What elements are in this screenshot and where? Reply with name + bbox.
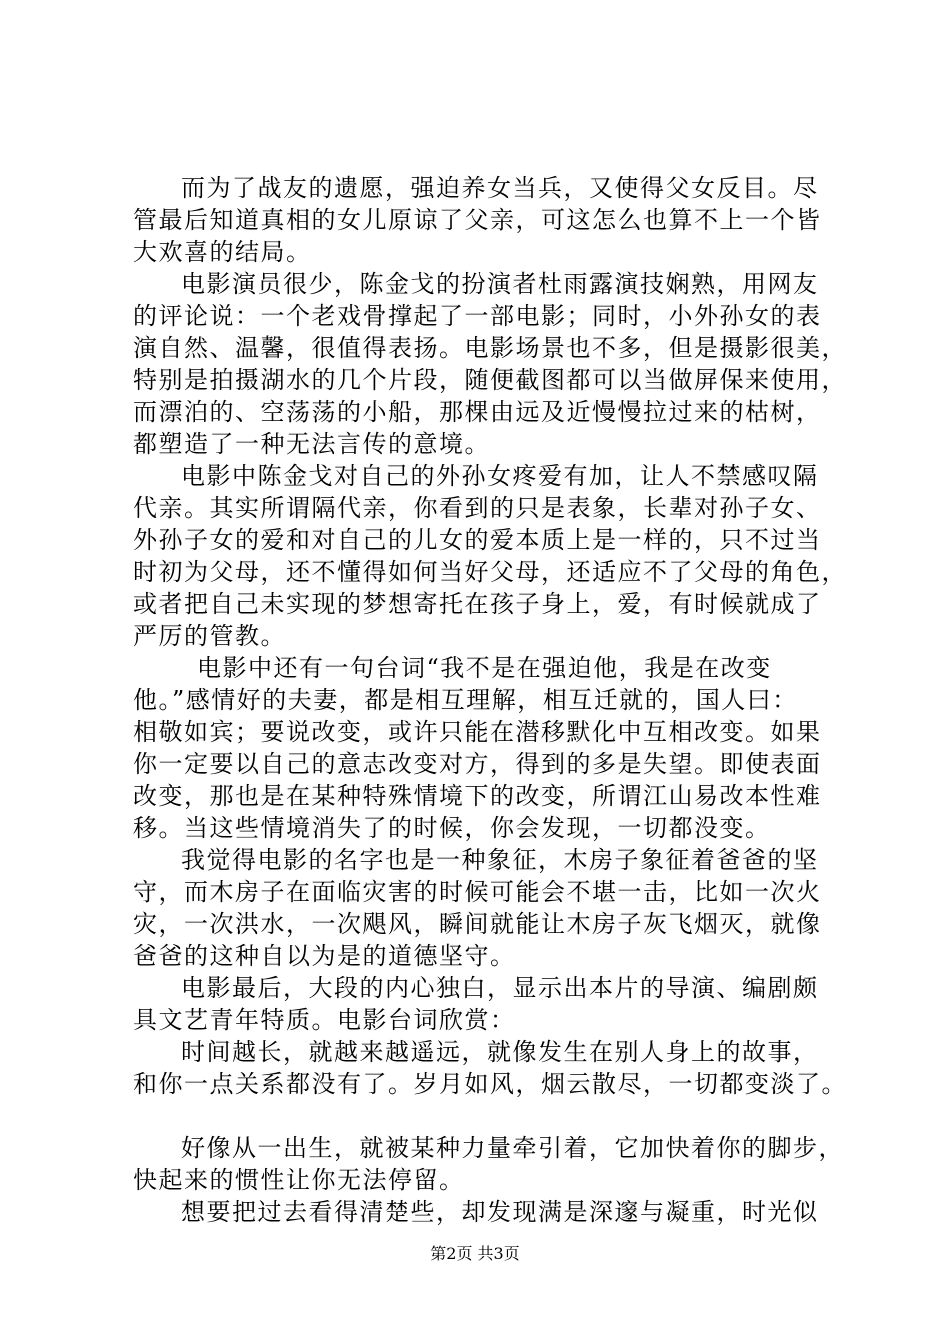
- paragraph-3: [133, 460, 853, 652]
- text-line: 电影中还有一句台词“我不是在强迫他，我是在改变: [197, 654, 772, 682]
- text-line: 好像从一出生，就被某种力量牵引着，它加快着你的脚步，: [181, 1134, 844, 1162]
- text-line: 电影演员很少，陈金戈的扮演者杜雨露演技娴熟，用网友: [181, 270, 819, 298]
- text-line: 而漂泊的、空荡荡的小船，那棵由远及近慢慢拉过来的枯树，: [133, 398, 822, 426]
- text-line: 电影中陈金戈对自己的外孙女疼爱有加，让人不禁感叹隔: [181, 462, 819, 490]
- text-line: 时间越长，就越来越遥远，就像发生在别人身上的故事，: [181, 1038, 819, 1066]
- text-line: 大欢喜的结局。: [133, 238, 312, 266]
- text-line: 和你一点关系都没有了。岁月如风，烟云散尽，一切都变淡了。: [133, 1070, 847, 1098]
- text-line: 他。”感情好的夫妻，都是相互理解，相互迁就的，国人曰：: [133, 686, 798, 714]
- paragraph-9-quote: [133, 1196, 853, 1228]
- text-line: 或者把自己未实现的梦想寄托在孩子身上，爱，有时候就成了: [133, 590, 822, 618]
- text-line: 外孙子女的爱和对自己的儿女的爱本质上是一样的，只不过当: [133, 526, 822, 554]
- text-line: 改变，那也是在某种特殊情境下的改变，所谓江山易改本性难: [133, 782, 822, 810]
- paragraph-1: [133, 172, 853, 268]
- text-line: 你一定要以自己的意志改变对方，得到的多是失望。即使表面: [133, 750, 822, 778]
- paragraph-8-quote: [133, 1132, 853, 1196]
- text-line: 代亲。其实所谓隔代亲，你看到的只是表象，长辈对孙子女、: [133, 494, 822, 522]
- article-body: [133, 172, 853, 1228]
- paragraph-7-quote: [133, 1036, 853, 1100]
- text-line: 想要把过去看得清楚些，却发现满是深邃与凝重，时光似: [181, 1198, 819, 1226]
- paragraph-4: [133, 652, 853, 844]
- text-line: 移。当这些情境消失了的时候，你会发现，一切都没变。: [133, 814, 771, 842]
- paragraph-5: [133, 844, 853, 972]
- page-number-label: 第2页 共3页: [430, 1244, 520, 1263]
- text-line: 的评论说：一个老戏骨撑起了一部电影；同时，小外孙女的表: [133, 302, 822, 330]
- text-line: 灾，一次洪水，一次飓风，瞬间就能让木房子灰飞烟灭，就像: [133, 910, 822, 938]
- paragraph-6: [133, 972, 853, 1036]
- paragraph-2: [133, 268, 853, 460]
- text-line: 严厉的管教。: [133, 622, 286, 650]
- text-line: 而为了战友的遗愿，强迫养女当兵，又使得父女反目。尽: [181, 174, 819, 202]
- text-line: 时初为父母，还不懂得如何当好父母，还适应不了父母的角色，: [133, 558, 847, 586]
- text-line: 管最后知道真相的女儿原谅了父亲，可这怎么也算不上一个皆: [133, 206, 822, 234]
- text-line: 演自然、温馨，很值得表扬。电影场景也不多，但是摄影很美，: [133, 334, 847, 362]
- text-line: 都塑造了一种无法言传的意境。: [133, 430, 490, 458]
- text-line: 特别是拍摄湖水的几个片段，随便截图都可以当做屏保来使用，: [133, 366, 847, 394]
- text-line: 爸爸的这种自以为是的道德坚守。: [133, 942, 516, 970]
- text-line: 我觉得电影的名字也是一种象征，木房子象征着爸爸的坚: [181, 846, 819, 874]
- page-footer: [0, 1243, 950, 1265]
- text-line: 具文艺青年特质。电影台词欣赏：: [133, 1006, 516, 1034]
- text-line: 守，而木房子在面临灾害的时候可能会不堪一击，比如一次火: [133, 878, 822, 906]
- text-line: 相敬如宾；要说改变，或许只能在潜移默化中互相改变。如果: [133, 718, 822, 746]
- text-line: 快起来的惯性让你无法停留。: [133, 1166, 465, 1194]
- text-line: 电影最后，大段的内心独白，显示出本片的导演、编剧颇: [181, 974, 819, 1002]
- paragraph-gap: [133, 1100, 853, 1132]
